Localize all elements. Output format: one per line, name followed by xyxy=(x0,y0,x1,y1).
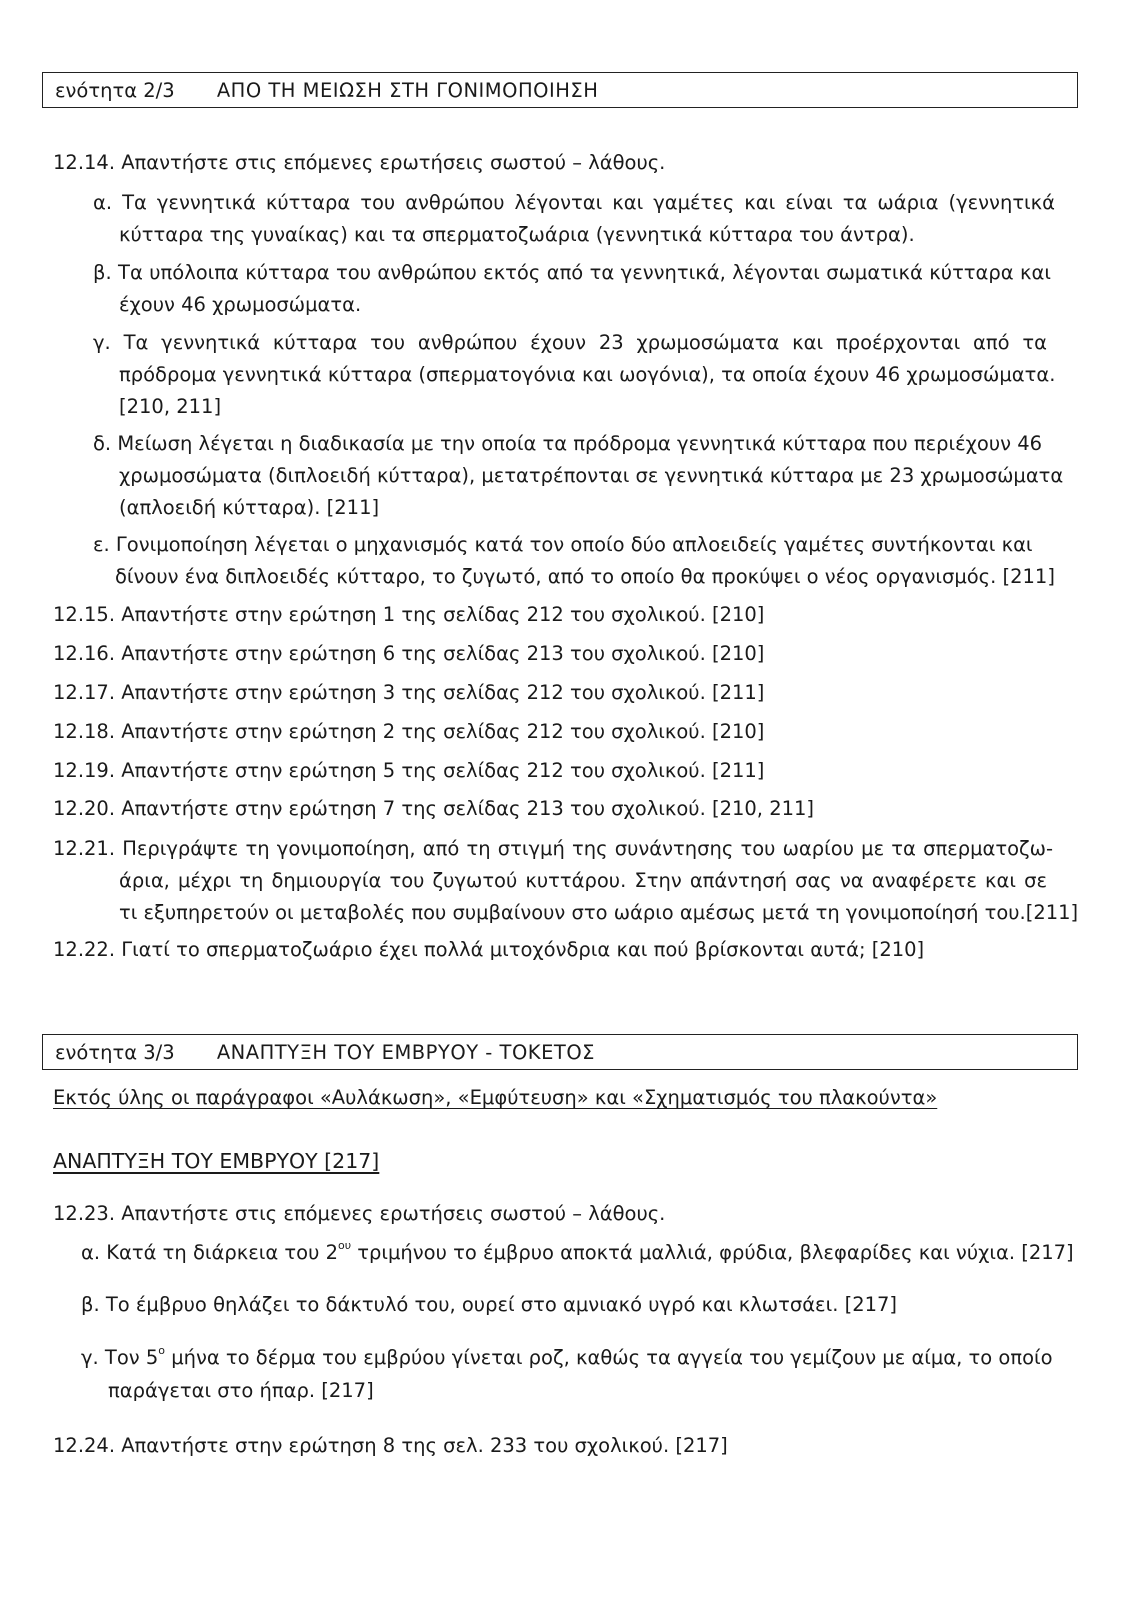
q12-14-b-line2: έχουν 46 χρωμοσώματα. xyxy=(119,293,362,316)
q12-14-e-line2: δίνουν ένα διπλοειδές κύτταρο, το ζυγωτό, από το οποίο θα προκύψει ο νέος οργανισμός. [211] xyxy=(115,565,1055,588)
question-12-22: 12.22. Γιατί το σπερματοζωάριο έχει πολλά μιτοχόνδρια και πού βρίσκονται αυτά; [210] xyxy=(53,938,925,961)
q12-23-c-pre: γ. Τον 5 xyxy=(81,1346,159,1369)
question-12-19: 12.19. Απαντήστε στην ερώτηση 5 της σελίδας 212 του σχολικού. [211] xyxy=(53,759,765,782)
section-3-title: ΑΝΑΠΤΥΞΗ ΤΟΥ ΕΜΒΡΥΟΥ - ΤΟΚΕΤΟΣ xyxy=(216,1041,595,1064)
q12-14-e-line1: ε. Γονιμοποίηση λέγεται ο μηχανισμός κατά τον οποίο δύο απλοειδείς γαμέτες συντήκονται και xyxy=(93,533,1033,556)
section-3-header xyxy=(42,1034,1078,1070)
q12-23-a-pre: α. Κατά τη διάρκεια του 2 xyxy=(81,1241,338,1264)
q12-14-c-line2: πρόδρομα γεννητικά κύτταρα (σπερματογόνια και ωογόνια), τα οποία έχουν 46 χρωμοσώματα. xyxy=(119,363,1056,386)
q12-23-c-post: μήνα το δέρμα του εμβρύου γίνεται ροζ, καθώς τα αγγεία του γεμίζουν με αίμα, το οποίο xyxy=(165,1346,1053,1369)
q12-14-d-line2: χρωμοσώματα (διπλοειδή κύτταρα), μετατρέπονται σε γεννητικά κύτταρα με 23 χρωμοσώματα xyxy=(119,464,1064,487)
question-12-14: 12.14. Απαντήστε στις επόμενες ερωτήσεις σωστού – λάθους. xyxy=(53,151,666,174)
q12-23-a-post: τριμήνου το έμβρυο αποκτά μαλλιά, φρύδια, βλεφαρίδες και νύχια. [217] xyxy=(351,1241,1074,1264)
question-12-18: 12.18. Απαντήστε στην ερώτηση 2 της σελίδας 212 του σχολικού. [210] xyxy=(53,720,765,743)
q12-14-b-line1: β. Τα υπόλοιπα κύτταρα του ανθρώπου εκτός από τα γεννητικά, λέγονται σωματικά κύτταρα και xyxy=(93,261,1051,284)
q12-14-a-line2: κύτταρα της γυναίκας) και τα σπερματοζωάρια (γεννητικά κύτταρα του άντρα). xyxy=(119,223,915,246)
question-12-21-line3: τι εξυπηρετούν οι μεταβολές που συμβαίνουν στο ωάριο αμέσως μετά τη γονιμοποίησή του.[211] xyxy=(119,901,1079,924)
q12-23-a-sup: ου xyxy=(338,1239,352,1252)
question-12-20: 12.20. Απαντήστε στην ερώτηση 7 της σελίδας 213 του σχολικού. [210, 211] xyxy=(53,797,815,820)
question-12-17: 12.17. Απαντήστε στην ερώτηση 3 της σελίδας 212 του σχολικού. [211] xyxy=(53,681,765,704)
question-12-21-line1: 12.21. Περιγράψτε τη γονιμοποίηση, από τη στιγμή της συνάντησης του ωαρίου με τα σπερματοζω- xyxy=(53,837,1053,860)
q12-23-a xyxy=(81,1237,1074,1269)
question-12-24: 12.24. Απαντήστε στην ερώτηση 8 της σελ. 233 του σχολικού. [217] xyxy=(53,1434,728,1457)
excluded-note: Εκτός ύλης οι παράγραφοι «Αυλάκωση», «Εμφύτευση» και «Σχηματισμός του πλακούντα» xyxy=(53,1086,938,1109)
q12-23-b: β. Το έμβρυο θηλάζει το δάκτυλό του, ουρεί στο αμνιακό υγρό και κλωτσάει. [217] xyxy=(81,1293,898,1316)
section-2-title: ΑΠΟ ΤΗ ΜΕΙΩΣΗ ΣΤΗ ΓΟΝΙΜΟΠΟΙΗΣΗ xyxy=(216,79,599,102)
q12-14-c-line1: γ. Τα γεννητικά κύτταρα του ανθρώπου έχουν 23 χρωμοσώματα και προέρχονται από τα xyxy=(93,331,1047,354)
section-2-label: ενότητα 2/3 xyxy=(55,79,175,102)
q12-14-d-line3: (απλοειδή κύτταρα). [211] xyxy=(119,496,380,519)
q12-23-c-line1 xyxy=(81,1342,1053,1374)
q12-23-c-line2: παράγεται στο ήπαρ. [217] xyxy=(108,1379,374,1402)
section-2-header xyxy=(42,72,1078,108)
question-12-15: 12.15. Απαντήστε στην ερώτηση 1 της σελίδας 212 του σχολικού. [210] xyxy=(53,603,765,626)
question-12-23: 12.23. Απαντήστε στις επόμενες ερωτήσεις σωστού – λάθους. xyxy=(53,1202,666,1225)
q12-14-a-line1: α. Τα γεννητικά κύτταρα του ανθρώπου λέγονται και γαμέτες και είναι τα ωάρια (γεννητικά xyxy=(93,191,1055,214)
subheading-embryo-development: ΑΝΑΠΤΥΞΗ ΤΟΥ ΕΜΒΡΥΟΥ [217] xyxy=(53,1149,380,1173)
q12-14-d-line1: δ. Μείωση λέγεται η διαδικασία με την οποία τα πρόδρομα γεννητικά κύτταρα που περιέχουν 46 xyxy=(93,432,1043,455)
section-3-label: ενότητα 3/3 xyxy=(55,1041,175,1064)
question-12-21-line2: άρια, μέχρι τη δημιουργία του ζυγωτού κυττάρου. Στην απάντησή σας να αναφέρετε και σε xyxy=(119,869,1047,892)
q12-14-c-line3: [210, 211] xyxy=(119,395,222,418)
question-12-16: 12.16. Απαντήστε στην ερώτηση 6 της σελίδας 213 του σχολικού. [210] xyxy=(53,642,765,665)
q12-23-c-sup: ο xyxy=(158,1344,166,1357)
